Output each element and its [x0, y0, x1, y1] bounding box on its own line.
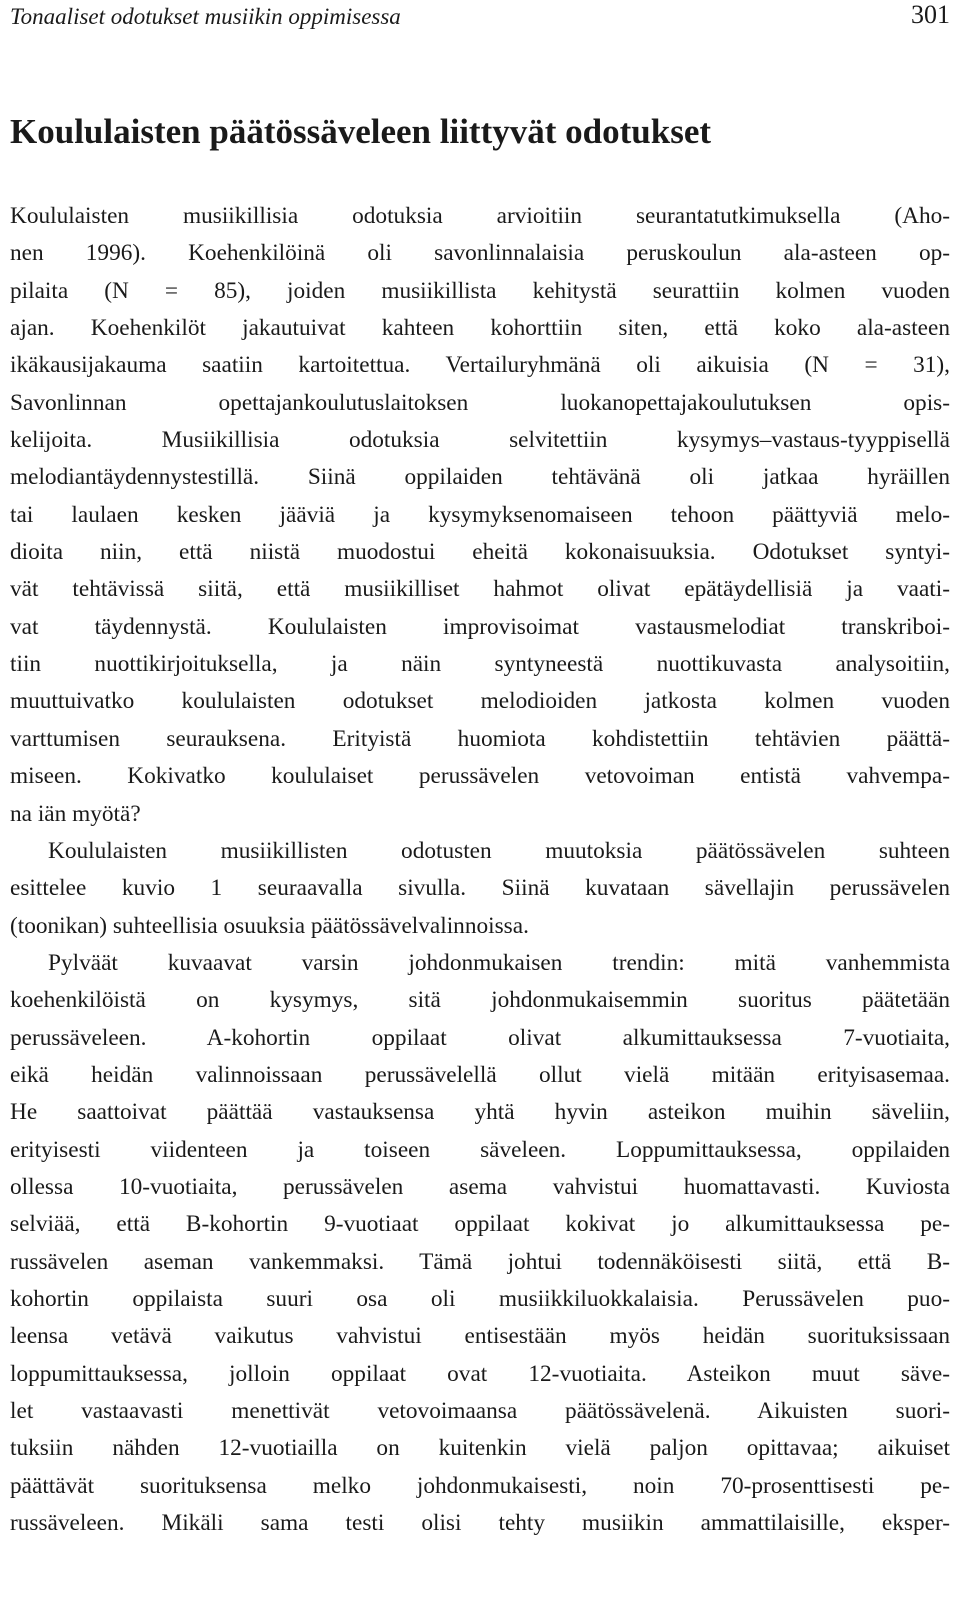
text-line: koehenkilöistä on kysymys, sitä johdonmukaisemmin suoritus päätetään — [10, 987, 950, 1014]
text-line: kohortin oppilaista suuri osa oli musiikkiluokkalaisia. Perussävelen puo- — [10, 1285, 950, 1312]
text-line: tuksiin nähden 12-vuotiailla on kuitenkin vielä paljon opittavaa; aikuiset — [10, 1435, 950, 1462]
text-line: vat täydennystä. Koululaisten improvisoimat vastausmelodiat transkriboi- — [10, 613, 950, 640]
text-line: nen 1996). Koehenkilöinä oli savonlinnalaisia peruskoulun ala-asteen op- — [10, 240, 950, 267]
text-line: russävelen aseman vankemmaksi. Tämä johtui todennäköisesti siitä, että B- — [10, 1248, 950, 1275]
text-line: pilaita (N = 85), joiden musiikillista kehitystä seurattiin kolmen vuoden — [10, 277, 950, 304]
text-line: (toonikan) suhteellisia osuuksia päätössävelvalinnoissa. — [10, 912, 529, 939]
text-line: varttumisen seurauksena. Erityistä huomiota kohdistettiin tehtävien päättä- — [10, 725, 950, 752]
text-line: Koululaisten musiikillisten odotusten muutoksia päätössävelen suhteen — [48, 837, 950, 864]
text-line: let vastaavasti menettivät vetovoimaansa päätössävelenä. Aikuisten suori- — [10, 1398, 950, 1424]
text-line: selviää, että B-kohortin 9-vuotiaat oppilaat kokivat jo alkumittauksessa pe- — [10, 1211, 950, 1238]
text-line: erityisesti viidenteen ja toiseen säveleen. Loppumittauksessa, oppilaiden — [10, 1136, 950, 1163]
text-line: kelijoita. Musiikillisia odotuksia selvitettiin kysymys–vastaus-tyyppisellä — [10, 427, 950, 454]
text-line: tai laulaen kesken jääviä ja kysymyksenomaiseen tehoon päättyviä melo- — [10, 501, 950, 528]
text-line: melodiantäydennystestillä. Siinä oppilaiden tehtävänä oli jatkaa hyräillen — [10, 464, 950, 491]
text-line: Pylväät kuvaavat varsin johdonmukaisen trendin: mitä vanhemmista — [48, 949, 950, 976]
paragraph — [10, 198, 950, 833]
text-line: loppumittauksessa, jolloin oppilaat ovat 12-vuotiaita. Asteikon muut säve- — [10, 1360, 950, 1387]
text-line: päättävät suorituksensa melko johdonmukaisesti, noin 70-prosenttisesti pe- — [10, 1472, 950, 1499]
running-title: Tonaaliset odotukset musiikin oppimisessa — [10, 4, 401, 29]
text-line: russäveleen. Mikäli sama testi olisi tehty musiikin ammattilaisille, eksper- — [10, 1510, 950, 1537]
page-number: 301 — [911, 0, 950, 29]
text-line: leensa vetävä vaikutus vahvistui entisestään myös heidän suorituksissaan — [10, 1323, 950, 1350]
text-line: vät tehtävissä siitä, että musiikilliset hahmot olivat epätäydellisiä ja vaati- — [10, 576, 950, 603]
text-line: ajan. Koehenkilöt jakautuivat kahteen kohorttiin siten, että koko ala-asteen — [10, 315, 950, 342]
text-line: Koululaisten musiikillisia odotuksia arvioitiin seurantatutkimuksella (Aho- — [10, 203, 950, 229]
text-line: esittelee kuvio 1 seuraavalla sivulla. Siinä kuvataan sävellajin perussävelen — [10, 875, 950, 902]
section-heading: Koululaisten päätössäveleen liittyvät odotukset — [10, 112, 712, 151]
text-line: tiin nuottikirjoituksella, ja näin syntyneestä nuottikuvasta analysoitiin, — [10, 651, 950, 678]
paragraph — [10, 945, 950, 1543]
running-header — [10, 2, 950, 36]
text-line: He saattoivat päättää vastauksensa yhtä hyvin asteikon muihin säveliin, — [10, 1099, 950, 1126]
text-line: ollessa 10-vuotiaita, perussävelen asema vahvistui huomattavasti. Kuviosta — [10, 1173, 950, 1200]
text-line: perussäveleen. A-kohortin oppilaat olivat alkumittauksessa 7-vuotiaita, — [10, 1024, 950, 1051]
paragraph — [10, 833, 950, 945]
text-line: eikä heidän valinnoissaan perussävelellä ollut vielä mitään erityisasemaa. — [10, 1061, 950, 1088]
body-text — [10, 198, 950, 1542]
text-line: miseen. Kokivatko koululaiset perussävelen vetovoiman entistä vahvempa- — [10, 763, 950, 790]
text-line: na iän myötä? — [10, 800, 141, 827]
text-line: Savonlinnan opettajankoulutuslaitoksen luokanopettajakoulutuksen opis- — [10, 389, 950, 416]
text-line: muuttuivatko koululaisten odotukset melodioiden jatkosta kolmen vuoden — [10, 688, 950, 715]
text-line: dioita niin, että niistä muodostui eheitä kokonaisuuksia. Odotukset syntyi- — [10, 539, 950, 566]
text-line: ikäkausijakauma saatiin kartoitettua. Vertailuryhmänä oli aikuisia (N = 31), — [10, 352, 950, 379]
